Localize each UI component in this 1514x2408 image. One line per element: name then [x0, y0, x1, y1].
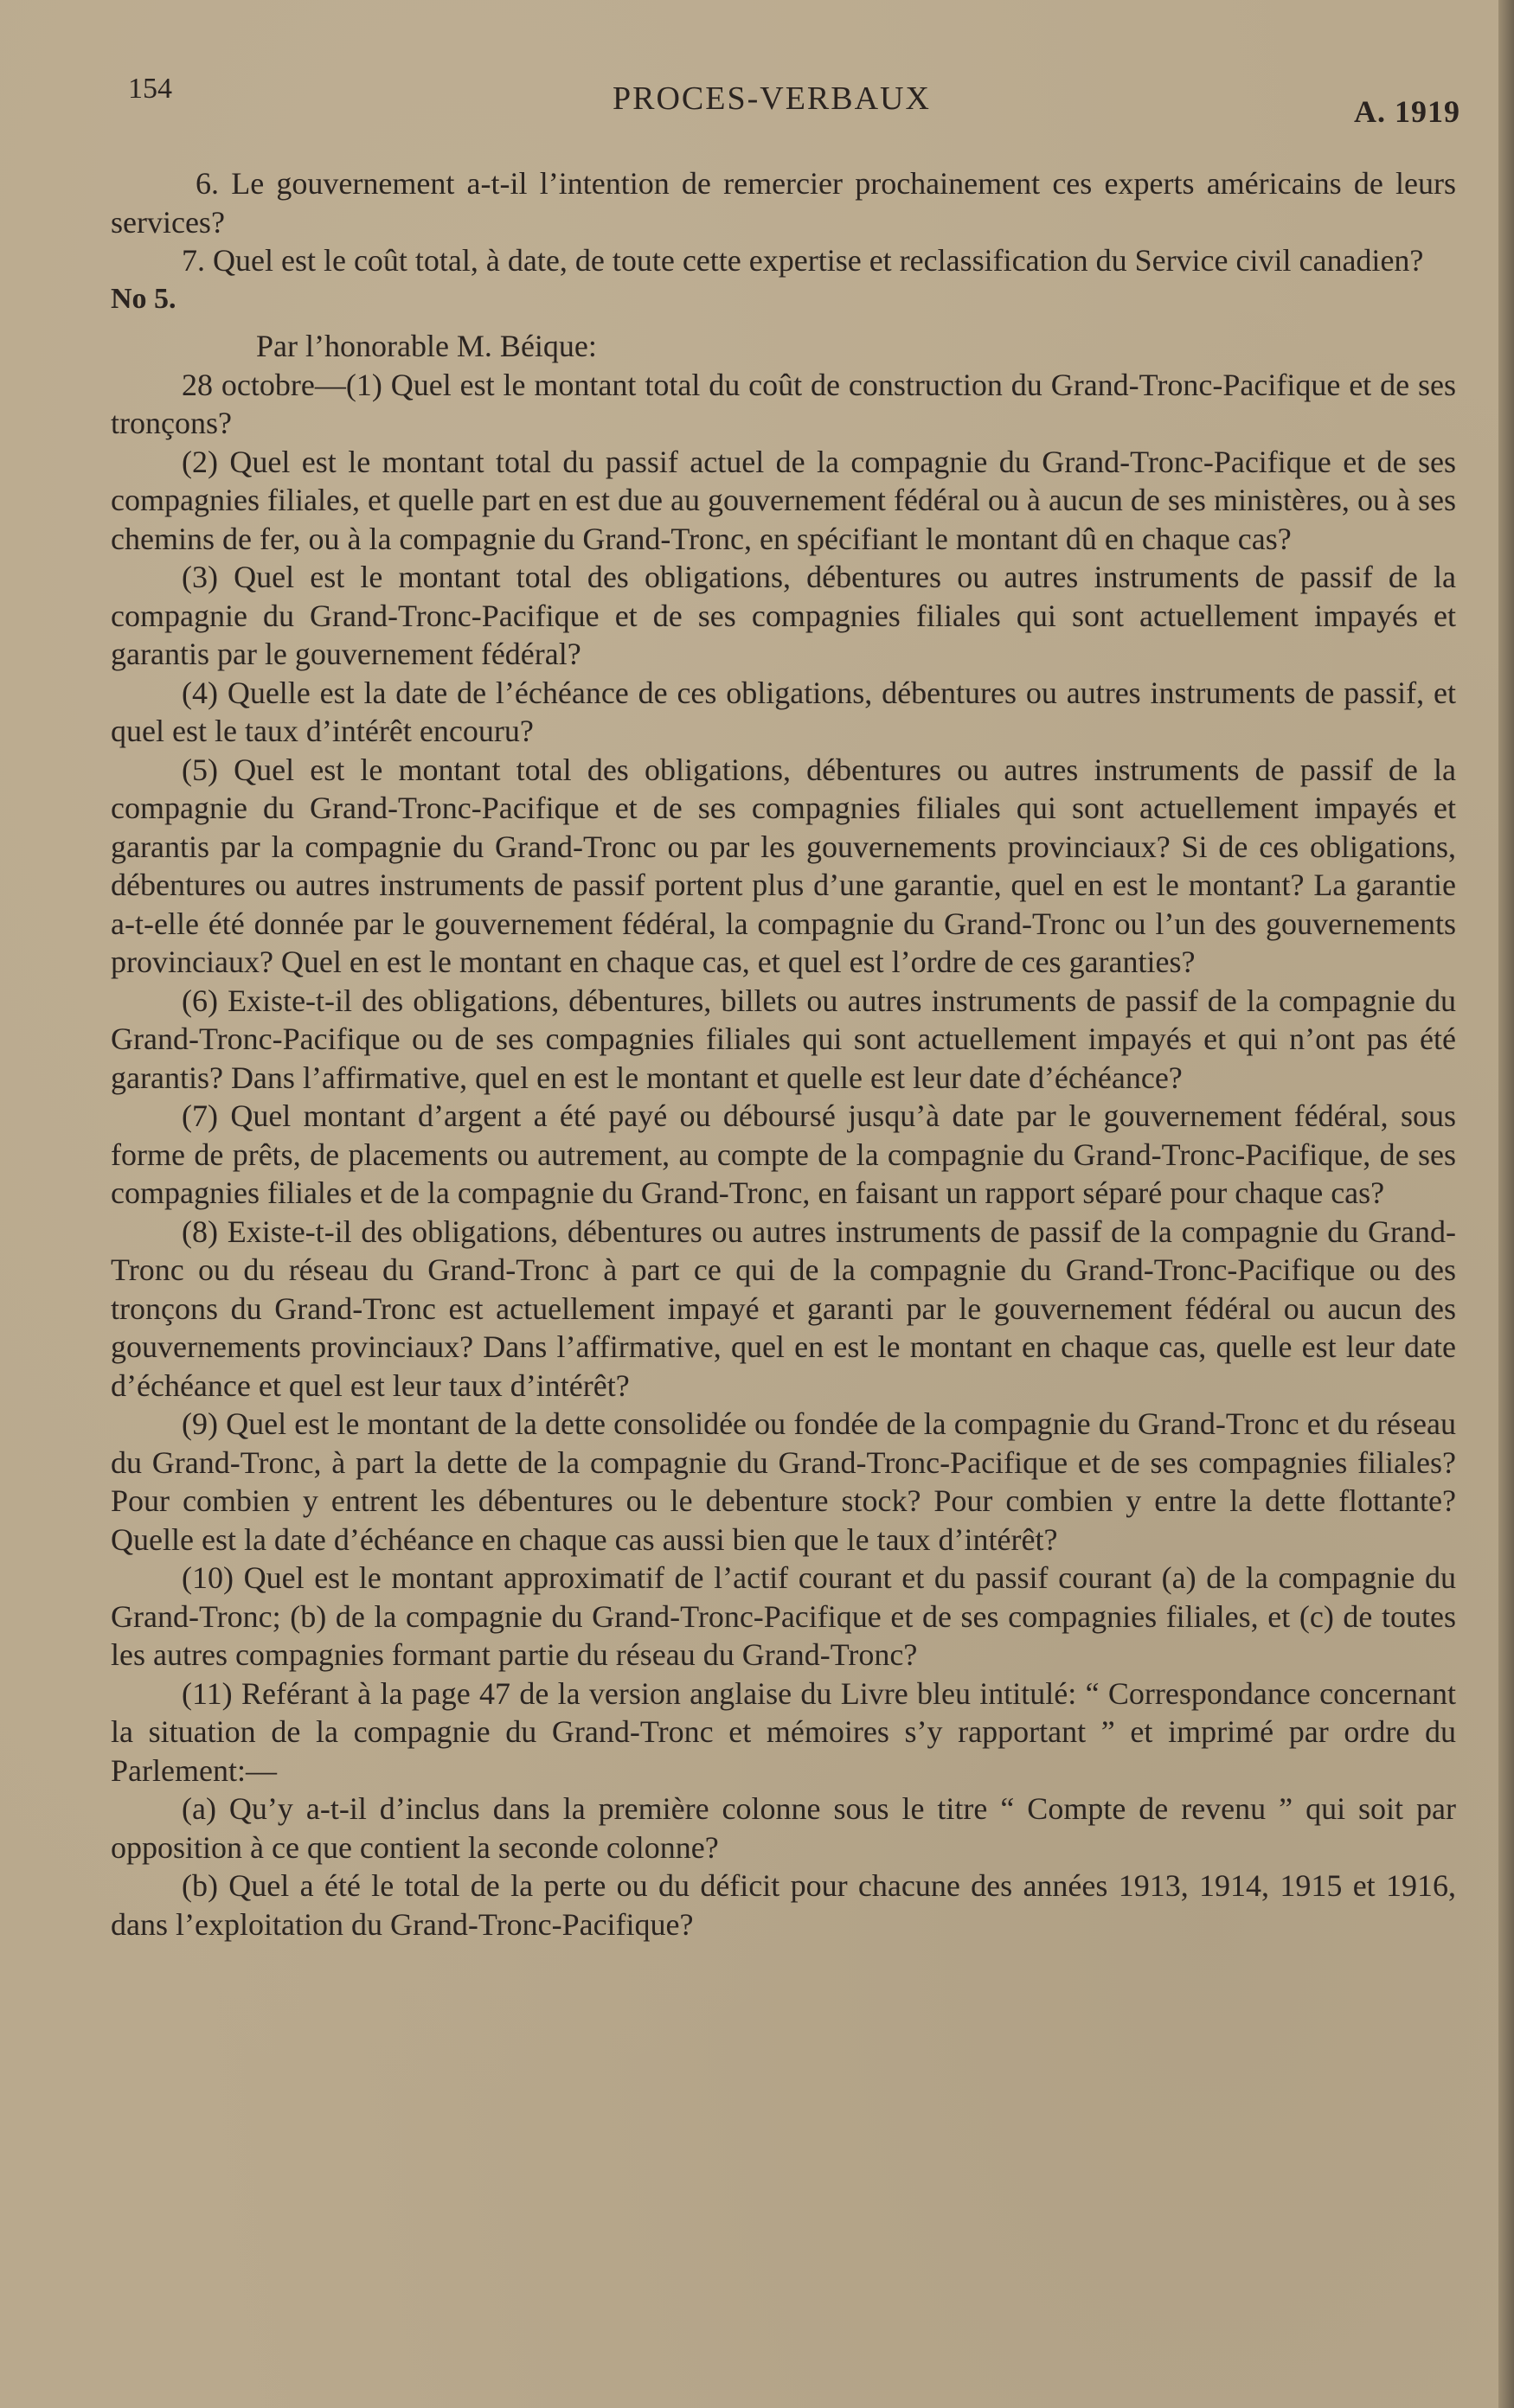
section-label: No 5.	[111, 282, 176, 315]
question-2: (2) Quel est le montant total du passif actuel de la compagnie du Grand-Tronc-Pacifique et de ses compagnies filiales, et quelle part en est due au gouvernement fédéral ou à aucun de ses ministères, ou à ses chemins de fer, ou à la compagnie du Grand-Tronc, en spécifiant le montant dû en chaque cas?	[111, 444, 1456, 556]
question-7: (7) Quel montant d’argent a été payé ou déboursé jusqu’à date par le gouvernement fédéral, sous forme de prêts, de placements ou autrement, au compte de la compagnie du Grand-Tronc-Pacifique, de ses compagnies filiales et de la compagnie du Grand-Tronc, en faisant un rapport séparé pour chaque cas?	[111, 1098, 1456, 1210]
question-11: (11) Reférant à la page 47 de la version anglaise du Livre bleu intitulé: “ Correspondance concernant la situation de la compagnie du Grand-Tronc et mémoires s’y rapportant ” et imprimé par ordre du Parlement:—	[111, 1675, 1456, 1788]
question-6: (6) Existe-t-il des obligations, débentures, billets ou autres instruments de passif de la compagnie du Grand-Tronc-Pacifique ou de ses compagnies filiales qui sont actuellement impayés et qui n’ont pas été garantis? Dans l’affirmative, quel en est le montant et quelle est leur date d’échéance?	[111, 983, 1456, 1095]
question-8: (8) Existe-t-il des obligations, débentures ou autres instruments de passif de la compagnie du Grand-Tronc ou du réseau du Grand-Tronc à part ce qui de la compagnie du Grand-Tronc-Pacifique ou des tronçons du Grand-Tronc est actuellement impayé et garanti par le gouvernement fédéral ou aucun des gouvernements provinciaux? Dans l’affirmative, quel en est le montant en chaque cas, quelle est leur date d’échéance et quel est leur taux d’intérêt?	[111, 1214, 1456, 1403]
paragraph-question-7: 7. Quel est le coût total, à date, de toute cette expertise et reclassification du Service civil canadien?	[182, 243, 1424, 278]
question-11-a: (a) Qu’y a-t-il d’inclus dans la première colonne sous le titre “ Compte de revenu ” qui soit par opposition à ce que contient la seconde colonne?	[111, 1791, 1456, 1865]
running-head: PROCES-VERBAUX	[613, 80, 931, 117]
question-11-b: (b) Quel a été le total de la perte ou du déficit pour chacune des années 1913, 1914, 1915 et 1916, dans l’exploitation du Grand-Tronc-Pacifique?	[111, 1868, 1456, 1942]
sessional-year: A. 1919	[1354, 94, 1460, 129]
page-edge-shadow	[1498, 0, 1514, 2408]
page-body	[111, 164, 1456, 1944]
paragraph-question-6: 6. Le gouvernement a-t-il l’intention de remercier prochainement ces experts américains de leurs services?	[111, 166, 1456, 240]
question-1: 28 octobre—(1) Quel est le montant total du coût de construction du Grand-Tronc-Pacifique et de ses tronçons?	[111, 367, 1456, 440]
question-9: (9) Quel est le montant de la dette consolidée ou fondée de la compagnie du Grand-Tronc et du réseau du Grand-Tronc, à part la dette de la compagnie du Grand-Tronc-Pacifique et de ses compagnies filiales? Pour combien y entrent les débentures ou le debenture stock? Pour combien y entre la dette flottante? Quelle est la date d’échéance en chaque cas aussi bien que le taux d’intérêt?	[111, 1406, 1456, 1557]
byline: Par l’honorable M. Béique:	[256, 329, 597, 363]
question-10: (10) Quel est le montant approximatif de l’actif courant et du passif courant (a) de la compagnie du Grand-Tronc; (b) de la compagnie du Grand-Tronc-Pacifique et de ses compagnies filiales, et (c) de toutes les autres compagnies formant partie du réseau du Grand-Tronc?	[111, 1560, 1456, 1672]
question-4: (4) Quelle est la date de l’échéance de ces obligations, débentures ou autres instruments de passif, et quel est le taux d’intérêt encouru?	[111, 675, 1456, 748]
page-header	[128, 67, 1460, 129]
question-5: (5) Quel est le montant total des obligations, débentures ou autres instruments de passif de la compagnie du Grand-Tronc-Pacifique et de ses compagnies filiales qui sont actuellement impayés et garantis par la compagnie du Grand-Tronc ou par les gouvernements provinciaux? Si de ces obligations, débentures ou autres instruments de passif portent plus d’une garantie, quel en est le montant? La garantie a-t-elle été donnée par le gouvernement fédéral, la compagnie du Grand-Tronc ou l’un des gouvernements provinciaux? Quel en est le montant en chaque cas, et quel est l’ordre de ces garanties?	[111, 752, 1456, 979]
page-number: 154	[128, 73, 172, 105]
question-3: (3) Quel est le montant total des obligations, débentures ou autres instruments de passif de la compagnie du Grand-Tronc-Pacifique et de ses compagnies filiales qui sont actuellement impayés et garantis par le gouvernement fédéral?	[111, 560, 1456, 671]
